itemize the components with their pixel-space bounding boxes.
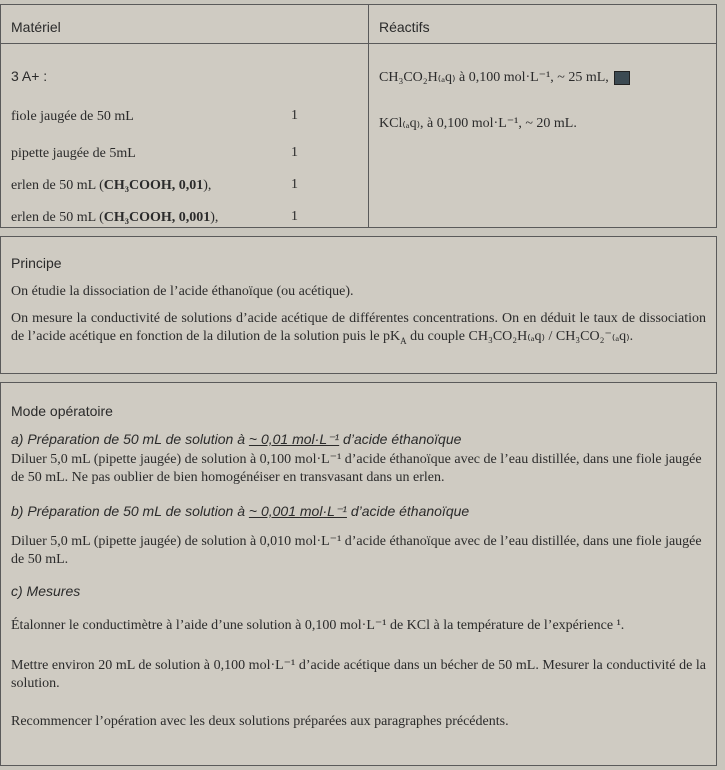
materiel-item-3 <box>11 177 211 195</box>
section-c-text3: Recommencer l’opération avec les deux solutions préparées aux paragraphes précédents. <box>11 714 509 729</box>
reactifs-heading: Réactifs <box>379 19 430 35</box>
materiel-item-label-pre: erlen de 50 mL ( <box>11 210 104 225</box>
section-b-title-underlined: ~ 0,001 mol·L⁻¹ <box>248 503 347 519</box>
reactif-item-text: KCl₍ₐq₎, à 0,100 mol·L⁻¹, ~ 20 mL. <box>379 116 577 131</box>
materiel-item-qty: 1 <box>291 108 298 123</box>
reactif-item-text: CH₃CO₂H₍ₐq₎ à 0,100 mol·L⁻¹, ~ 25 mL, <box>379 70 609 85</box>
materiel-item-qty: 1 <box>291 145 298 160</box>
materiel-group-label: 3 A+ : <box>11 68 48 84</box>
principe-heading: Principe <box>11 255 62 271</box>
materiel-item-qty: 1 <box>291 177 298 192</box>
materiel-item-label-post: ), <box>210 210 219 225</box>
materiel-item-label-bold: CH₃COOH, 0,01 <box>103 178 204 193</box>
section-c-text1: Étalonner le conductimètre à l’aide d’une solution à 0,100 mol·L⁻¹ de KCl à la température de l’expérience ¹. <box>11 618 625 633</box>
section-c-text2: Mettre environ 20 mL de solution à 0,100 mol·L⁻¹ d’acide acétique dans un bécher de 50 mL. Mesurer la conductivité de la solution. <box>11 658 706 691</box>
materiel-reactifs-table <box>0 4 717 228</box>
reactif-item-1 <box>379 69 630 87</box>
materiel-item-label: fiole jaugée de 50 mL <box>11 109 134 124</box>
section-a-title <box>11 431 461 448</box>
section-a-title-post: d’acide éthanoïque <box>339 431 462 447</box>
reagent-hazard-icon <box>614 71 630 85</box>
header-divider <box>1 43 368 44</box>
section-b-title-pre: b) Préparation de 50 mL de solution à <box>11 503 249 519</box>
column-divider <box>368 5 369 227</box>
reactif-item-2 <box>379 115 577 133</box>
principe-box <box>0 236 717 374</box>
mode-heading: Mode opératoire <box>11 403 113 419</box>
section-a-title-pre: a) Préparation de 50 mL de solution à <box>11 431 249 447</box>
section-b-title <box>11 503 469 520</box>
section-a-title-underlined: ~ 0,01 mol·L⁻¹ <box>248 431 340 447</box>
principe-p2-end: du couple CH₃CO₂H₍ₐq₎ / CH₃CO₂⁻₍ₐq₎. <box>406 329 634 344</box>
principe-p1: On étudie la dissociation de l’acide éthanoïque (ou acétique). <box>11 284 354 299</box>
materiel-item-qty: 1 <box>291 209 298 224</box>
section-c-title: c) Mesures <box>11 583 81 599</box>
materiel-item-4 <box>11 209 218 227</box>
materiel-item-label-post: ), <box>203 178 212 193</box>
section-b-title-post: d’acide éthanoïque <box>346 503 470 519</box>
materiel-heading: Matériel <box>11 19 61 35</box>
materiel-item-2 <box>11 145 136 163</box>
principe-p2-sub: A <box>400 335 407 346</box>
mode-operatoire-box <box>0 382 717 766</box>
section-a-text: Diluer 5,0 mL (pipette jaugée) de solution à 0,100 mol·L⁻¹ d’acide éthanoïque avec de l’eau distillée, dans une fiole jaugée de 50 mL. Ne pas oublier de bien homogénéiser en transvasant dans un erlen. <box>11 452 702 485</box>
header-divider-right <box>368 43 716 44</box>
principe-p2-text: On mesure la conductivité de solutions d’acide acétique de différentes concentrations. On en déduit le taux de dissociation de l’acide acétique en fonction de la dilution de la solution puis le pK <box>11 311 706 344</box>
materiel-item-label-bold: CH₃COOH, 0,001 <box>103 210 211 225</box>
principe-p2 <box>11 310 706 350</box>
materiel-item-label-pre: erlen de 50 mL ( <box>11 178 104 193</box>
materiel-item-1 <box>11 108 134 126</box>
section-b-text: Diluer 5,0 mL (pipette jaugée) de solution à 0,010 mol·L⁻¹ d’acide éthanoïque avec de l’eau distillée, dans une fiole jaugée de 50 mL. <box>11 534 702 567</box>
materiel-item-label: pipette jaugée de 5mL <box>11 146 136 161</box>
